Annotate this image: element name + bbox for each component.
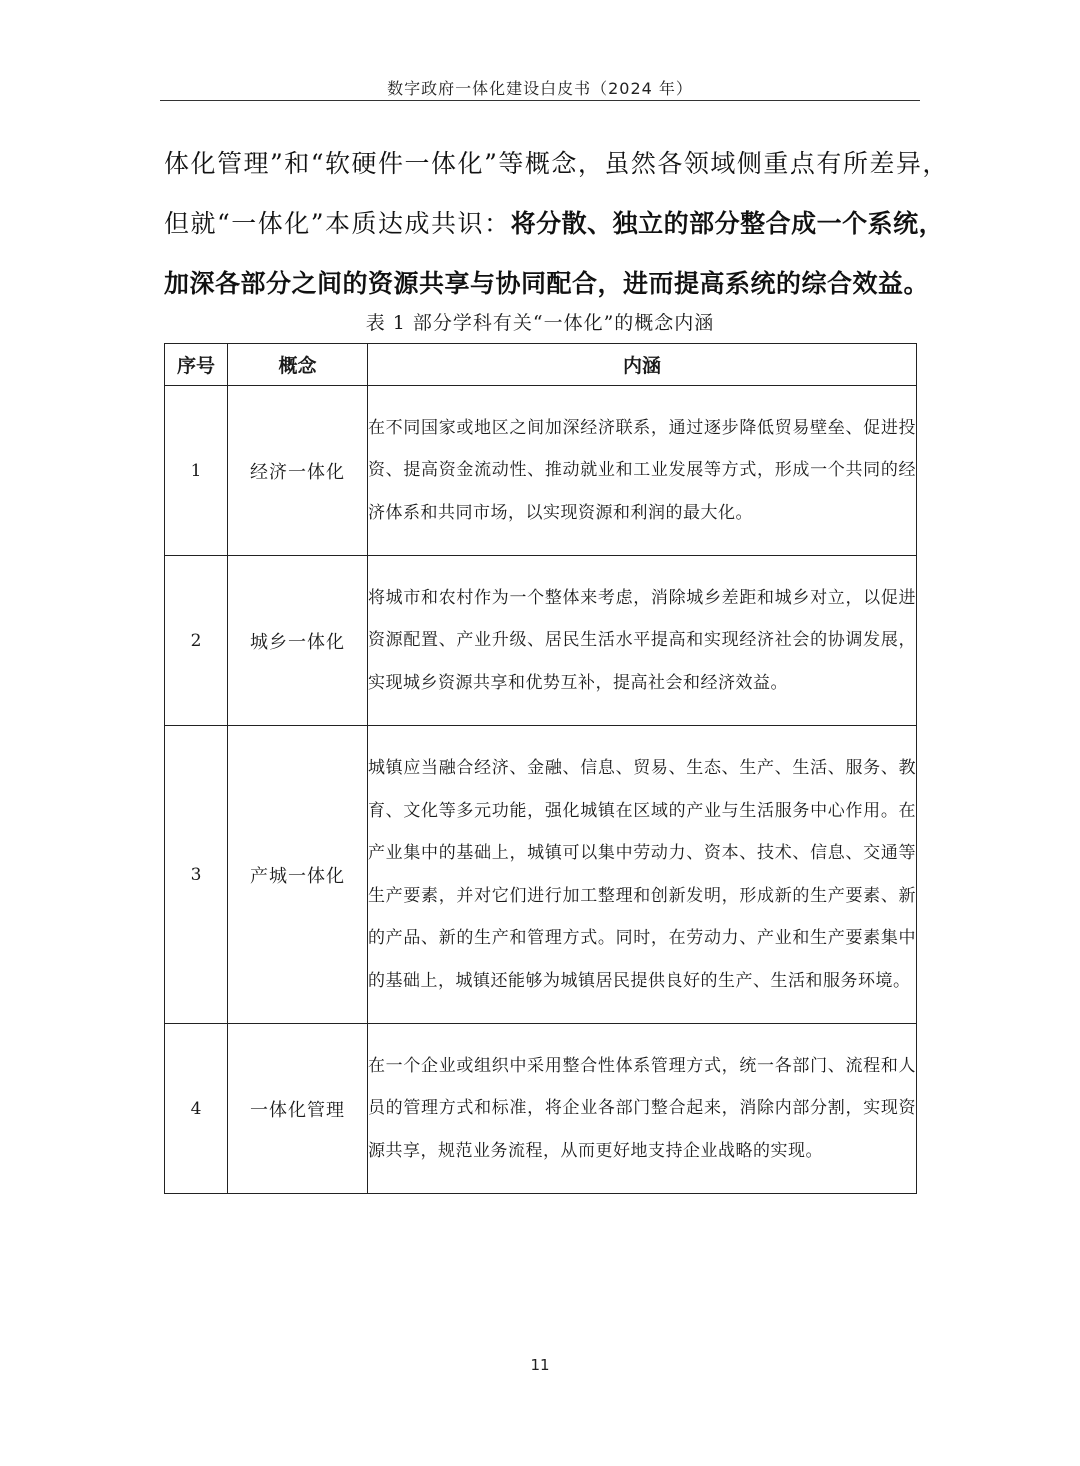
row-meaning: 将城市和农村作为一个整体来考虑，消除城乡差距和城乡对立，以促进资源配置、产业升级、居民生活水平提高和实现经济社会的协调发展，实现城乡资源共享和优势互补，提高社会和经济效益。 xyxy=(368,556,917,726)
table-row xyxy=(165,556,917,726)
row-concept: 产城一体化 xyxy=(228,726,368,1024)
running-header: 数字政府一体化建设白皮书（2024 年） xyxy=(387,79,693,98)
row-number: 4 xyxy=(165,1024,228,1194)
row-concept: 城乡一体化 xyxy=(228,556,368,726)
body-line-1: 体化管理”和“软硬件一体化”等概念，虽然各领域侧重点有所差异， xyxy=(164,149,949,178)
table-caption: 表 1 部分学科有关“一体化”的概念内涵 xyxy=(365,312,715,334)
header-cell-meaning: 内涵 xyxy=(368,344,917,386)
concepts-table xyxy=(164,343,917,1194)
body-paragraph xyxy=(164,134,949,314)
body-line-2 xyxy=(164,194,945,254)
row-concept: 经济一体化 xyxy=(228,386,368,556)
header-cell-concept: 概念 xyxy=(228,344,368,386)
header-rule xyxy=(160,100,920,101)
row-number: 3 xyxy=(165,726,228,1024)
body-line-2-bold: 将分散、独立的部分整合成一个系统， xyxy=(510,209,945,238)
page-number: 11 xyxy=(530,1356,550,1374)
table-row xyxy=(165,386,917,556)
header-cell-number: 序号 xyxy=(165,344,228,386)
row-number: 1 xyxy=(165,386,228,556)
table-header-row xyxy=(165,344,917,386)
row-meaning: 城镇应当融合经济、金融、信息、贸易、生态、生产、生活、服务、教育、文化等多元功能，强化城镇在区域的产业与生活服务中心作用。在产业集中的基础上，城镇可以集中劳动力、资本、技术、信息、交通等生产要素，并对它们进行加工整理和创新发明，形成新的生产要素、新的产品、新的生产和管理方式。同时，在劳动力、产业和生产要素集中的基础上，城镇还能够为城镇居民提供良好的生产、生活和服务环境。 xyxy=(368,726,917,1024)
row-concept: 一体化管理 xyxy=(228,1024,368,1194)
row-meaning: 在不同国家或地区之间加深经济联系，通过逐步降低贸易壁垒、促进投资、提高资金流动性、推动就业和工业发展等方式，形成一个共同的经济体系和共同市场，以实现资源和利润的最大化。 xyxy=(368,386,917,556)
table-row xyxy=(165,1024,917,1194)
table-row xyxy=(165,726,917,1024)
row-meaning: 在一个企业或组织中采用整合性体系管理方式，统一各部门、流程和人员的管理方式和标准，将企业各部门整合起来，消除内部分割，实现资源共享，规范业务流程，从而更好地支持企业战略的实现。 xyxy=(368,1024,917,1194)
body-line-3-bold: 加深各部分之间的资源共享与协同配合，进而提高系统的综合效益。 xyxy=(164,269,930,298)
row-number: 2 xyxy=(165,556,228,726)
body-line-2-plain: 但就“一体化”本质达成共识： xyxy=(164,209,511,238)
